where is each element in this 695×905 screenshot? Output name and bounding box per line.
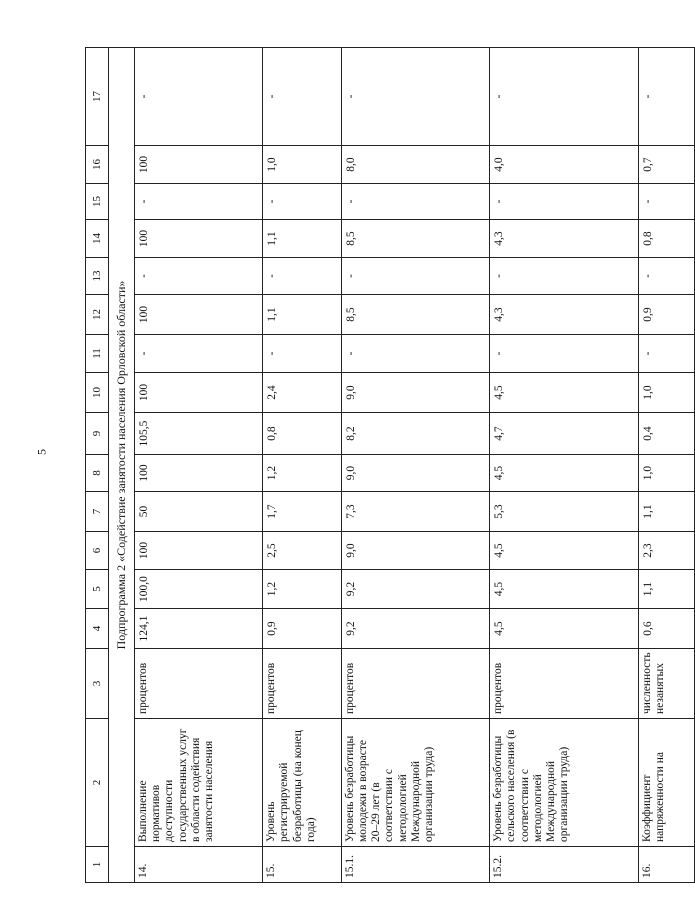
value-cell: 5,3 (490, 492, 638, 532)
column-header: 17 (86, 48, 109, 146)
indicator-name: Коэффициент напряженности на (638, 719, 694, 847)
subprogram-row (109, 48, 135, 883)
value-cell: 100 (134, 220, 262, 258)
value-cell: 4,0 (490, 146, 638, 184)
value-cell: 1,2 (263, 570, 342, 609)
value-cell: 4,5 (490, 609, 638, 649)
value-cell: 100 (134, 373, 262, 413)
table-row (134, 48, 262, 883)
value-cell: - (341, 335, 489, 373)
indicators-table (85, 47, 695, 883)
value-cell: - (638, 48, 694, 146)
unit-cell: процентов (134, 649, 262, 719)
value-cell: 4,3 (490, 220, 638, 258)
column-header: 12 (86, 295, 109, 335)
row-number: 15.1. (341, 847, 489, 883)
value-cell: 0,8 (638, 220, 694, 258)
row-number: 14. (134, 847, 262, 883)
row-number: 15. (263, 847, 342, 883)
value-cell: - (263, 335, 342, 373)
value-cell: 4,3 (490, 295, 638, 335)
row-number: 15.2. (490, 847, 638, 883)
column-header: 10 (86, 373, 109, 413)
value-cell: - (341, 184, 489, 220)
indicator-name: Выполнение нормативов доступности государственных услуг в области содействия занятости населения (134, 719, 262, 847)
value-cell: 9,2 (341, 570, 489, 609)
value-cell: 9,0 (341, 455, 489, 492)
value-cell: - (490, 48, 638, 146)
page-number: 5 (34, 449, 49, 455)
indicator-name: Уровень регистрируемой безработицы (на конец года) (263, 719, 342, 847)
table-container (85, 48, 695, 883)
value-cell: 4,5 (490, 532, 638, 570)
value-cell: 0,7 (638, 146, 694, 184)
value-cell: 1,0 (638, 373, 694, 413)
header-row (86, 48, 109, 883)
value-cell: 100 (134, 532, 262, 570)
value-cell: 9,0 (341, 532, 489, 570)
value-cell: 1,1 (263, 295, 342, 335)
value-cell: 8,5 (341, 295, 489, 335)
value-cell: 105,5 (134, 413, 262, 455)
value-cell: - (263, 184, 342, 220)
unit-cell: процентов (341, 649, 489, 719)
column-header: 2 (86, 719, 109, 847)
column-header: 3 (86, 649, 109, 719)
value-cell: 1,1 (263, 220, 342, 258)
value-cell: 50 (134, 492, 262, 532)
indicator-name: Уровень безработицы молодежи в возрасте 20–29 лет (в соответствии с методологией Международной организации труда) (341, 719, 489, 847)
value-cell: - (490, 335, 638, 373)
column-header: 7 (86, 492, 109, 532)
value-cell: 4,5 (490, 455, 638, 492)
value-cell: 4,5 (490, 570, 638, 609)
value-cell: 8,2 (341, 413, 489, 455)
column-header: 6 (86, 532, 109, 570)
table-body (109, 48, 695, 883)
value-cell: 124,1 (134, 609, 262, 649)
value-cell: 9,0 (341, 373, 489, 413)
table-row (638, 48, 694, 883)
value-cell: 0,9 (638, 295, 694, 335)
value-cell: 1,1 (638, 570, 694, 609)
column-header: 1 (86, 847, 109, 883)
table-row (263, 48, 342, 883)
column-header: 14 (86, 220, 109, 258)
value-cell: 1,2 (263, 455, 342, 492)
column-header: 8 (86, 455, 109, 492)
column-header: 9 (86, 413, 109, 455)
value-cell: 4,5 (490, 373, 638, 413)
value-cell: - (341, 258, 489, 295)
value-cell: 4,7 (490, 413, 638, 455)
column-header: 16 (86, 146, 109, 184)
value-cell: 2,3 (638, 532, 694, 570)
value-cell: - (134, 48, 262, 146)
value-cell: - (638, 335, 694, 373)
unit-cell: численность незанятых (638, 649, 694, 719)
value-cell: 100 (134, 146, 262, 184)
column-header: 11 (86, 335, 109, 373)
value-cell: 0,6 (638, 609, 694, 649)
subprogram-title: Подпрограмма 2 «Содействие занятости населения Орловской области» (109, 48, 135, 883)
value-cell: - (263, 48, 342, 146)
column-header: 13 (86, 258, 109, 295)
value-cell: - (490, 258, 638, 295)
value-cell: - (341, 48, 489, 146)
value-cell: 2,4 (263, 373, 342, 413)
value-cell: 0,4 (638, 413, 694, 455)
value-cell: 8,0 (341, 146, 489, 184)
value-cell: 1,0 (263, 146, 342, 184)
value-cell: 100,0 (134, 570, 262, 609)
value-cell: 0,8 (263, 413, 342, 455)
column-header: 15 (86, 184, 109, 220)
table-row (490, 48, 638, 883)
value-cell: 1,0 (638, 455, 694, 492)
value-cell: - (134, 335, 262, 373)
unit-cell: процентов (263, 649, 342, 719)
value-cell: 1,1 (638, 492, 694, 532)
value-cell: - (638, 258, 694, 295)
indicator-name: Уровень безработицы сельского населения (в соответствии с методологией Международной организации труда) (490, 719, 638, 847)
value-cell: 100 (134, 295, 262, 335)
value-cell: - (134, 258, 262, 295)
unit-cell: процентов (490, 649, 638, 719)
value-cell: 8,5 (341, 220, 489, 258)
value-cell: - (638, 184, 694, 220)
column-header: 4 (86, 609, 109, 649)
table-row (341, 48, 489, 883)
value-cell: 9,2 (341, 609, 489, 649)
value-cell: 7,3 (341, 492, 489, 532)
value-cell: 2,5 (263, 532, 342, 570)
value-cell: - (490, 184, 638, 220)
value-cell: 1,7 (263, 492, 342, 532)
row-number: 16. (638, 847, 694, 883)
value-cell: - (134, 184, 262, 220)
column-header: 5 (86, 570, 109, 609)
value-cell: 0,9 (263, 609, 342, 649)
value-cell: - (263, 258, 342, 295)
value-cell: 100 (134, 455, 262, 492)
